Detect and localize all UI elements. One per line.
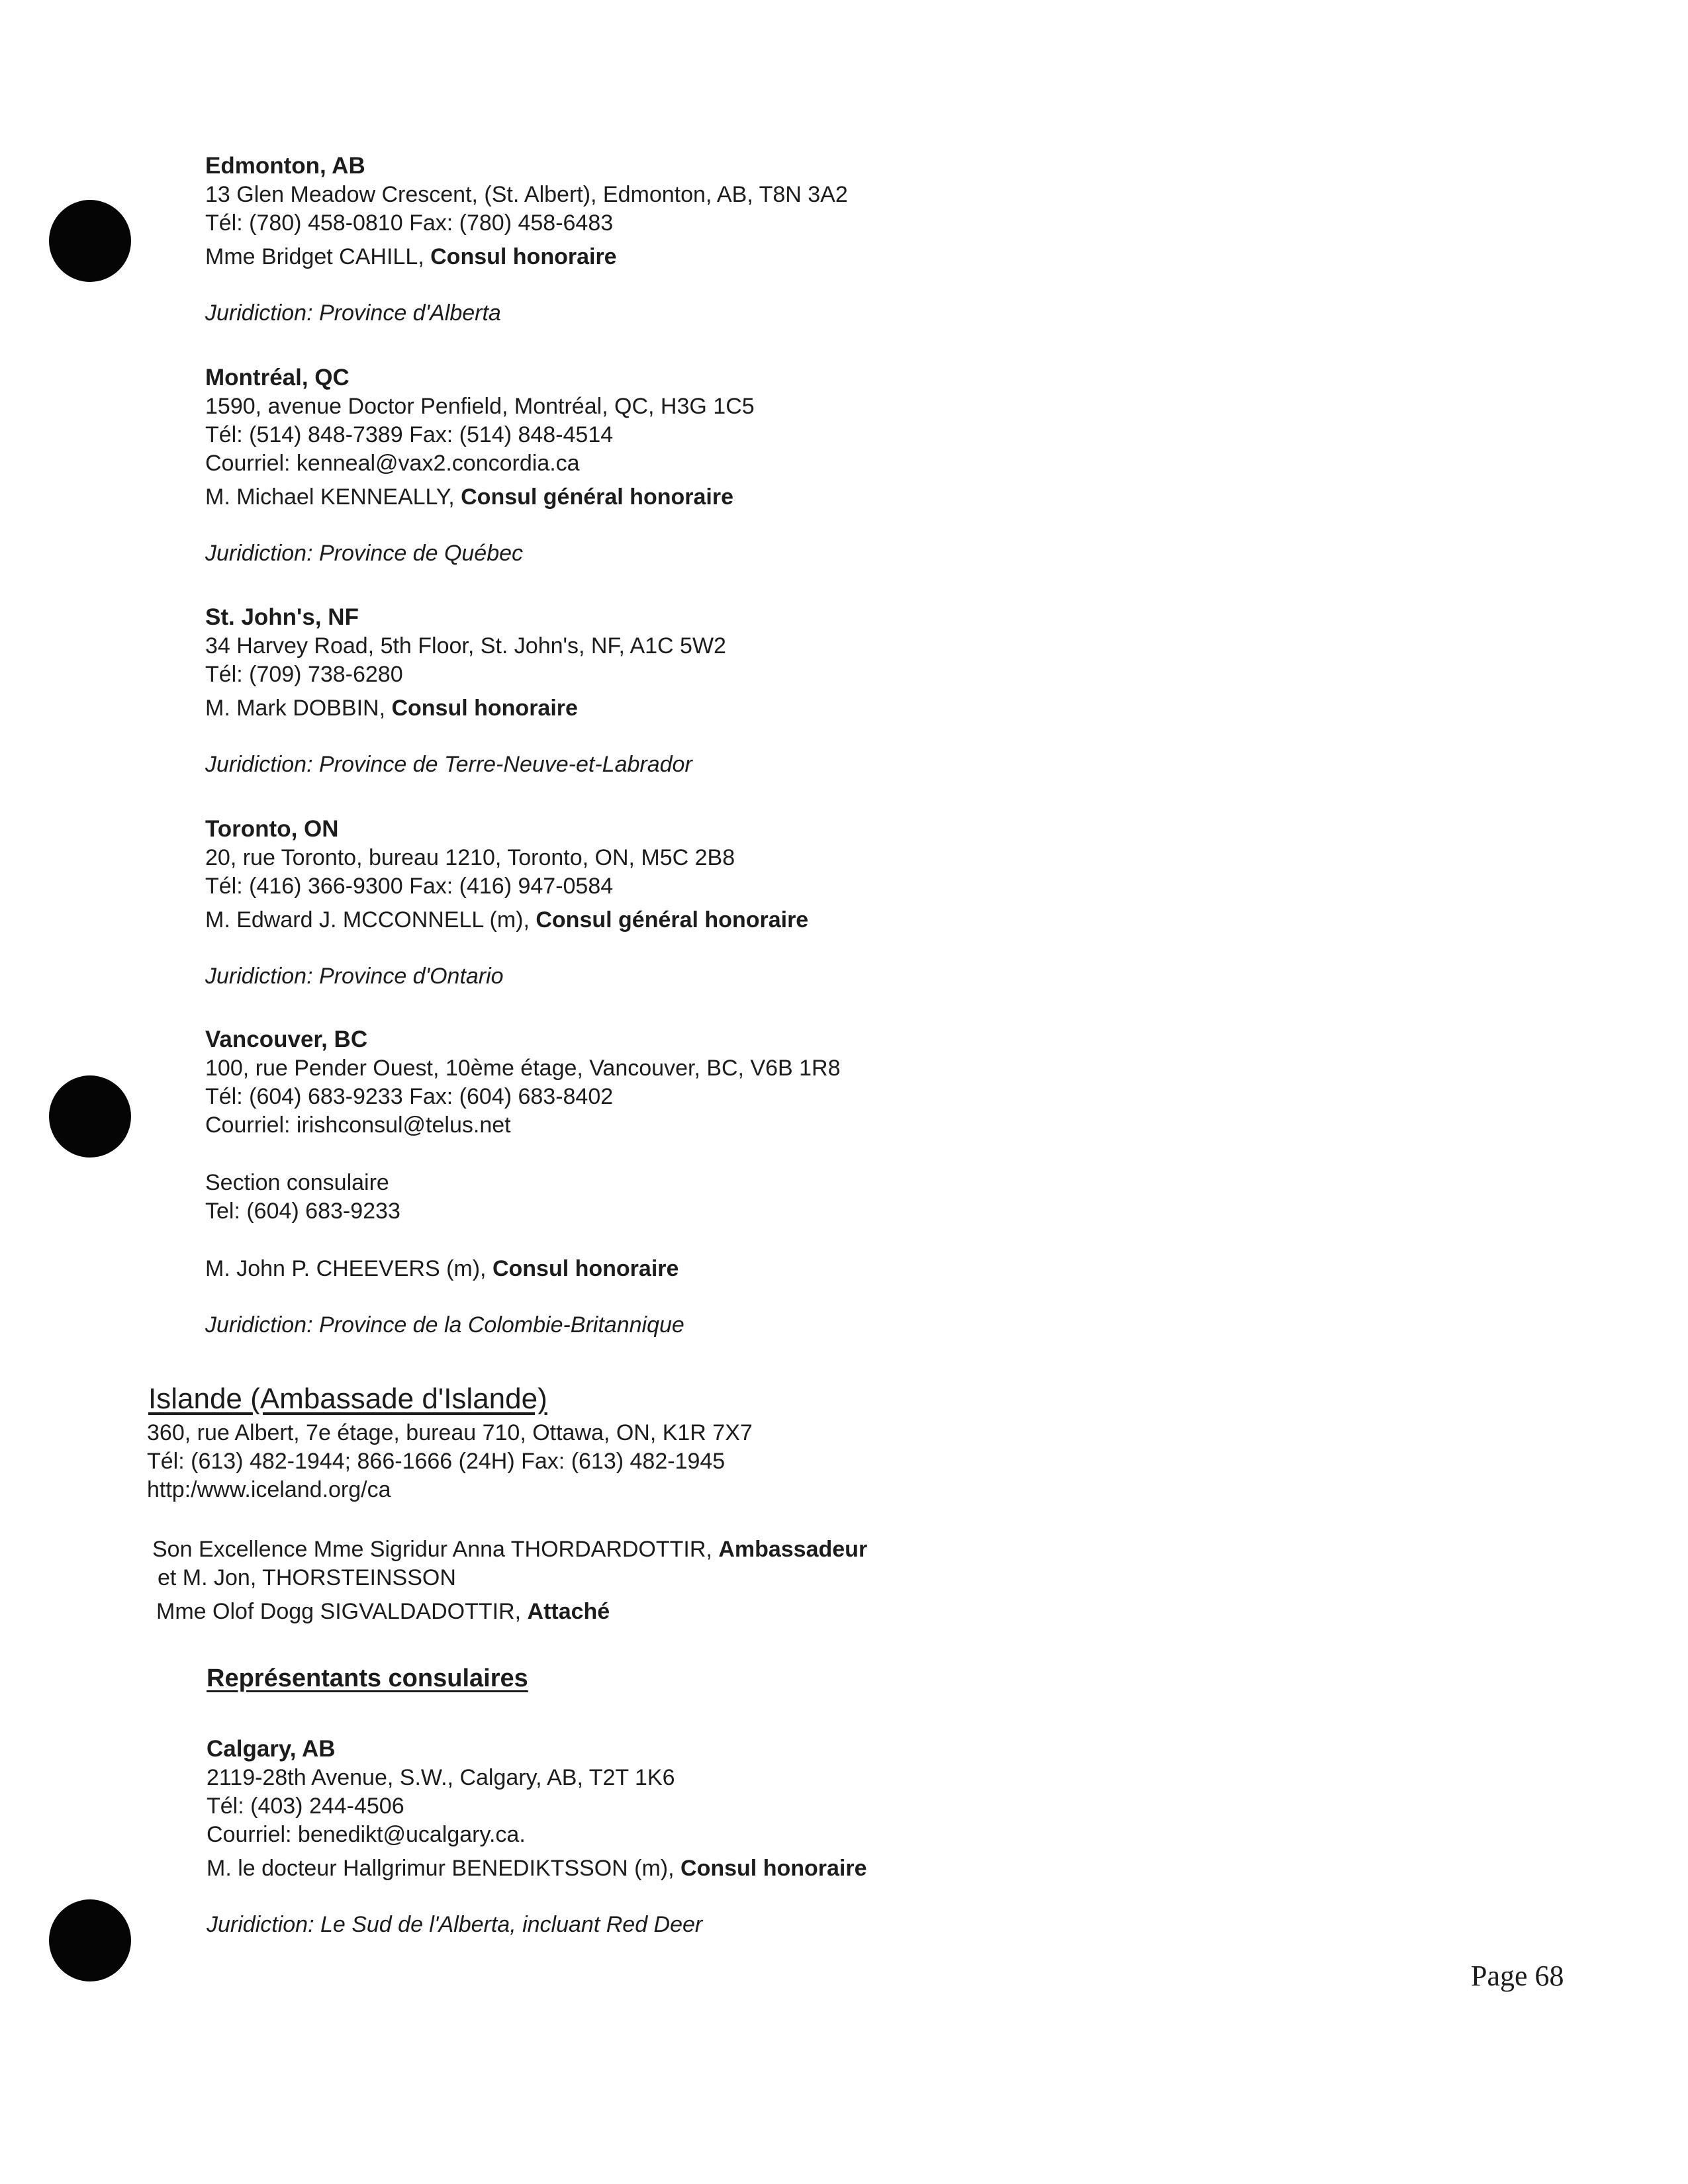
consular-section-phone: Tel: (604) 683-9233 [205, 1199, 400, 1224]
jurisdiction: Juridiction: Province de Québec [205, 541, 524, 566]
country-heading-iceland: Islande (Ambassade d'Islande) [148, 1383, 547, 1415]
consul-name: M. le docteur Hallgrimur BENEDIKTSSON (m), [207, 1856, 681, 1881]
embassy-address: 360, rue Albert, 7e étage, bureau 710, Ottawa, ON, K1R 7X7 [147, 1420, 753, 1445]
consul-title: Consul honoraire [391, 696, 578, 721]
jurisdiction: Juridiction: Province de la Colombie-Britannique [205, 1312, 684, 1338]
consul-title: Consul général honoraire [536, 907, 809, 933]
consul-name: M. John P. CHEEVERS (m), [205, 1256, 492, 1281]
attache-name: Mme Olof Dogg SIGVALDADOTTIR, [156, 1599, 528, 1624]
email: Courriel: kenneal@vax2.concordia.ca [205, 451, 580, 476]
consulate-entry-montreal [205, 363, 1397, 568]
jurisdiction: Juridiction: Le Sud de l'Alberta, incluant Red Deer [207, 1912, 703, 1937]
city-heading: Edmonton, AB [205, 153, 365, 179]
consul-title: Consul honoraire [492, 1256, 679, 1281]
address: 1590, avenue Doctor Penfield, Montréal, QC, H3G 1C5 [205, 394, 755, 419]
phone-fax: Tél: (416) 366-9300 Fax: (416) 947-0584 [205, 874, 614, 899]
binder-hole [49, 200, 131, 282]
city-heading: St. John's, NF [205, 604, 359, 630]
embassy-details [147, 1419, 1405, 1504]
jurisdiction: Juridiction: Province d'Ontario [205, 964, 504, 989]
consul-name: Mme Bridget CAHILL, [205, 244, 431, 269]
consulate-entry-toronto [205, 814, 1397, 991]
consul-name: M. Michael KENNEALLY, [205, 484, 461, 510]
city-heading: Montréal, QC [205, 365, 350, 390]
consulate-entry-edmonton [205, 151, 1397, 328]
consul-contact [205, 483, 1397, 512]
phone-fax: Tél: (604) 683-9233 Fax: (604) 683-8402 [205, 1084, 614, 1109]
phone-fax: Tél: (780) 458-0810 Fax: (780) 458-6483 [205, 210, 614, 236]
address: 13 Glen Meadow Crescent, (St. Albert), Edmonton, AB, T8N 3A2 [205, 182, 848, 207]
consul-title: Consul général honoraire [461, 484, 733, 510]
consul-name: M. Edward J. MCCONNELL (m), [205, 907, 536, 933]
phone: Tél: (403) 244-4506 [207, 1794, 404, 1819]
consul-title: Consul honoraire [680, 1856, 867, 1881]
consular-section-label: Section consulaire [205, 1170, 389, 1195]
attache [152, 1598, 1410, 1626]
ambassador-title: Ambassadeur [718, 1537, 868, 1562]
consular-representatives-heading: Représentants consulaires [207, 1664, 528, 1692]
consulate-entry-st-johns [205, 602, 1397, 779]
consul-name: M. Mark DOBBIN, [205, 696, 392, 721]
city-heading: Toronto, ON [205, 816, 339, 842]
embassy-phone-fax: Tél: (613) 482-1944; 866-1666 (24H) Fax: (613) 482-1945 [147, 1449, 726, 1474]
consul-contact [205, 906, 1397, 934]
attache-title: Attaché [527, 1599, 610, 1624]
address: 2119-28th Avenue, S.W., Calgary, AB, T2T 1K6 [207, 1765, 675, 1790]
email: Courriel: irishconsul@telus.net [205, 1113, 511, 1138]
ambassador-name: Son Excellence Mme Sigridur Anna THORDARDOTTIR, [152, 1537, 719, 1562]
consul-title: Consul honoraire [430, 244, 617, 269]
consul-contact [205, 694, 1397, 723]
jurisdiction: Juridiction: Province de Terre-Neuve-et-Labrador [205, 752, 692, 777]
page-number: Page 68 [1471, 1960, 1564, 1992]
consulate-entry-vancouver [205, 1024, 1397, 1340]
consul-contact [205, 1255, 1397, 1283]
consul-contact [207, 1854, 1398, 1883]
email: Courriel: benedikt@ucalgary.ca. [207, 1822, 526, 1847]
ambassador-spouse: et M. Jon, THORSTEINSSON [158, 1565, 456, 1590]
city-heading: Vancouver, BC [205, 1026, 368, 1052]
ambassador [152, 1535, 1410, 1564]
address: 34 Harvey Road, 5th Floor, St. John's, NF, A1C 5W2 [205, 633, 726, 659]
consul-contact [205, 243, 1397, 271]
embassy-staff [152, 1535, 1410, 1626]
address: 20, rue Toronto, bureau 1210, Toronto, ON, M5C 2B8 [205, 845, 735, 870]
embassy-website: http:/www.iceland.org/ca [147, 1477, 391, 1502]
jurisdiction: Juridiction: Province d'Alberta [205, 300, 501, 326]
binder-hole [49, 1075, 131, 1158]
phone-fax: Tél: (514) 848-7389 Fax: (514) 848-4514 [205, 422, 614, 447]
address: 100, rue Pender Ouest, 10ème étage, Vancouver, BC, V6B 1R8 [205, 1056, 841, 1081]
city-heading: Calgary, AB [207, 1736, 336, 1762]
phone: Tél: (709) 738-6280 [205, 662, 403, 687]
consulate-entry-calgary [207, 1734, 1398, 1939]
binder-hole [49, 1899, 131, 1981]
